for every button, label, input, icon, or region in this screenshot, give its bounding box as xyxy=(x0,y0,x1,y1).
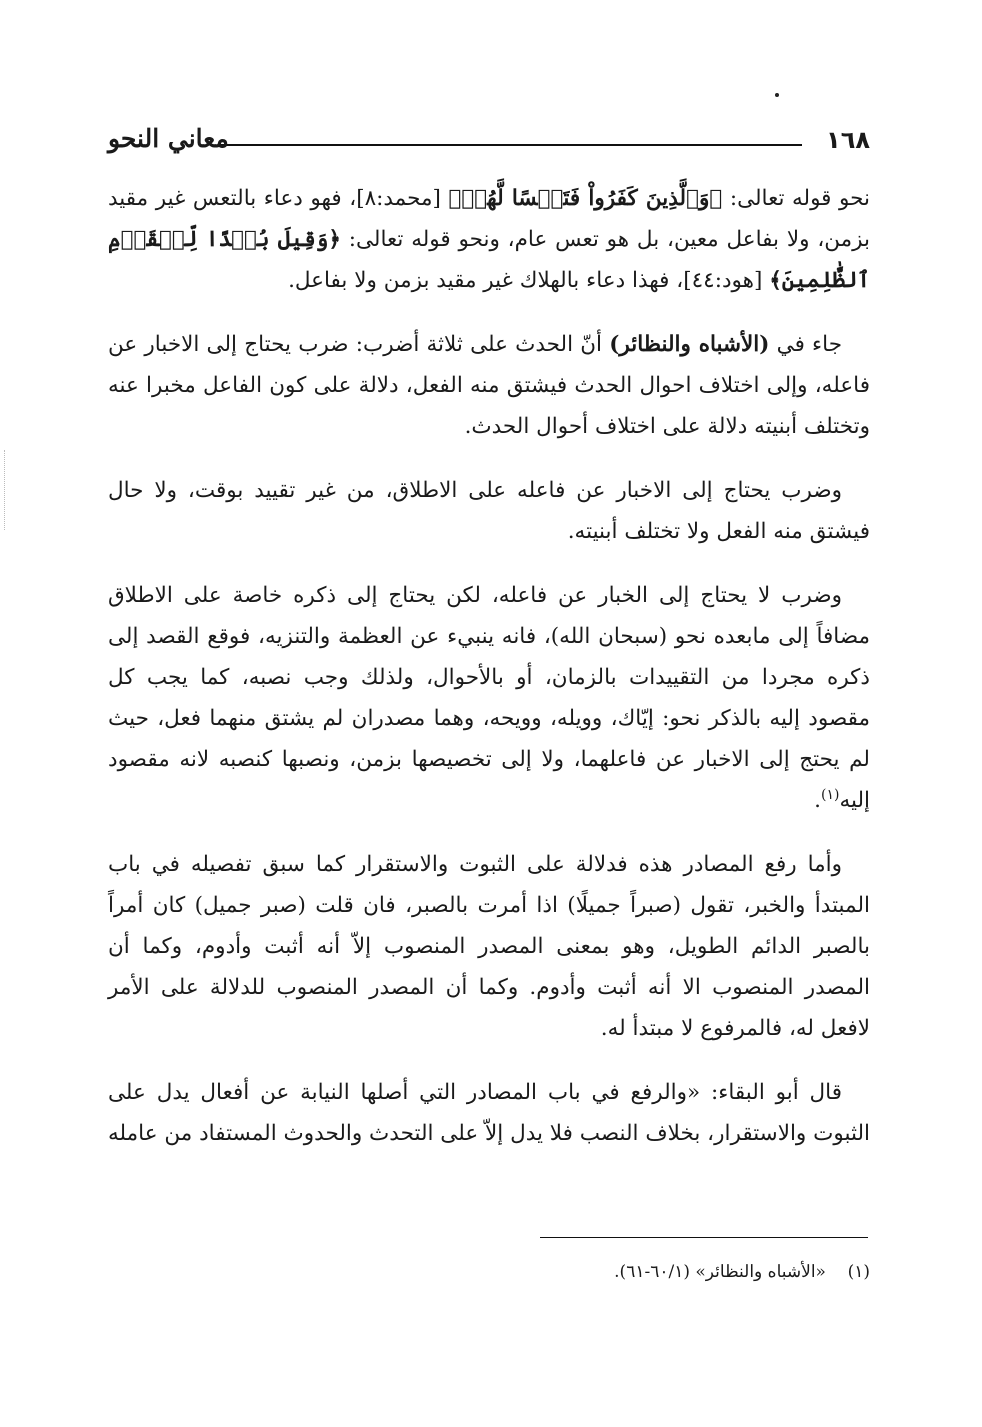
running-title: معاني النحو xyxy=(108,124,229,153)
book-title: (الأشباه والنظائر) xyxy=(609,332,770,357)
header-rule xyxy=(218,144,802,146)
quran-verse: ﴿وَٱلَّذِينَ كَفَرُواْ فَتَعۡسًا لَّهُمۡ﴾ xyxy=(448,186,723,211)
text-segment: . xyxy=(814,788,821,813)
text-segment: جاء في xyxy=(769,332,842,357)
text-segment: وأما رفع المصادر هذه فدلالة على الثبوت والاستقرار كما سبق تفصيله في باب المبتدأ والخبر، تقول (صبراً جميلًا) اذا أمرت بالصبر، فان قلت (صبر جميل) كان أمراً بالصبر الدائم الطويل، وهو بمعنى المصدر المنصوب إلاّ أنه أثبت وأدوم، وكما أن المصدر المنصوب الا أنه أثبت وأدوم. وكما أن المصدر المنصوب للدلالة على الأمر لافعل له، فالمرفوع لا مبتدأ له. xyxy=(108,852,870,1041)
paragraph xyxy=(108,470,870,552)
text-segment: نحو قوله تعالى: xyxy=(722,186,870,211)
paragraph xyxy=(108,575,870,821)
page-number: ١٦٨ xyxy=(826,126,870,154)
footnote-text: «الأشباه والنظائر» (٦٠/١-٦١). xyxy=(614,1262,826,1282)
text-segment: أنّ الحدث على ثلاثة أضرب: ضرب يحتاج إلى الاخبار عن فاعله، وإلى اختلاف احوال الحدث فيشتق منه الفعل، دلالة على كون الفاعل مخبرا عنه وتختلف أبنيته دلالة على اختلاف أحوال الحدث. xyxy=(108,332,870,439)
paragraph xyxy=(108,178,870,301)
paragraph xyxy=(108,1072,870,1154)
text-segment: [محمد:٨]، فهو دعاء بالتعس غير مقيد بزمن، ولا بفاعل معين، بل هو تعس عام، ونحو قوله تعالى: xyxy=(108,186,870,252)
paragraph xyxy=(108,324,870,447)
footnote-rule xyxy=(540,1237,868,1238)
text-segment: [هود:٤٤]، فهذا دعاء بالهلاك غير مقيد بزمن ولا بفاعل. xyxy=(288,268,770,293)
text-segment: وضرب لا يحتاج إلى الخبار عن فاعله، لكن يحتاج إلى ذكره خاصة على الاطلاق مضافاً إلى مابعده نحو (سبحان الله)، فانه ينبيء عن العظمة والتنزيه، فوقع القصد إلى ذكره مجردا من التقييدات بالزمان، أو بالأحوال، ولذلك وجب نصبه، كما يجب كل مقصود إليه بالذكر نحو: إيّاك، وويله، وويحه، وهما مصدران لم يشتق منهما فعل، حيث لم يحتج إلى الاخبار عن فاعلهما، ولا إلى تخصيصها بزمن، ونصبها كنصبه لانه مقصود إليه xyxy=(108,583,870,813)
body-text xyxy=(108,178,870,1177)
footnote-number: (١) xyxy=(847,1262,870,1282)
quran-verse: ﴿وَقِيلَ بُعۡدًا لِّلۡقَوۡمِ ٱلظَّٰلِمِينَ﴾ xyxy=(108,227,870,293)
paragraph xyxy=(108,844,870,1049)
text-segment: قال أبو البقاء: «والرفع في باب المصادر التي أصلها النيابة عن أفعال يدل على الثبوت والاستقرار، بخلاف النصب فلا يدل إلاّ على التحدث والحدوث المستفاد من عامله xyxy=(107,1080,870,1146)
page-header xyxy=(108,124,870,164)
footnote xyxy=(108,1262,870,1282)
text-segment: وضرب يحتاج إلى الاخبار عن فاعله على الاطلاق، من غير تقييد بوقت، ولا حال فيشتق منه الفعل ولا تختلف أبنيته. xyxy=(108,478,870,544)
scan-edge-marks xyxy=(4,450,7,530)
ink-dot xyxy=(775,93,779,97)
footnote-reference: (١) xyxy=(820,786,840,803)
